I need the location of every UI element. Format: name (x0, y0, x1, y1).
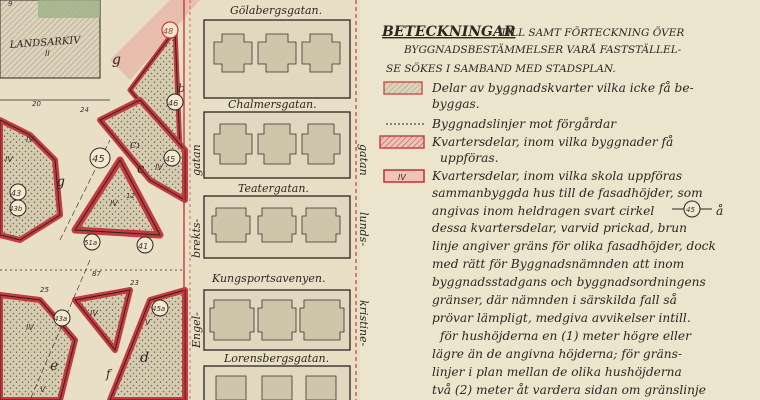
legend-item-4-line: byggnadsstadgans och byggnadsordningens (432, 275, 706, 289)
roman-numeral: V (145, 318, 151, 327)
legend-item-4-line: sammanbyggda hus till de fasadhöjder, som (432, 186, 703, 200)
elevation-number: 24 (80, 106, 89, 114)
green-strip-top (38, 0, 100, 18)
legend-item-4-line: prövar lämpligt, medgiva avvikelser intill. (432, 311, 691, 325)
legend-title: BETECKNINGAR (382, 24, 516, 40)
legend-item-4-line: för hushöjderna en (1) meter högre eller (440, 329, 691, 343)
legend-title-rest: TILL SAMT FÖRTECKNING ÖVER (500, 27, 685, 39)
circle-label: 43b (9, 205, 23, 213)
legend-item-3-line-1: Kvartersdelar, inom vilka byggnader få (432, 135, 674, 149)
legend-symbol-iv-label: IV (398, 173, 406, 182)
street-label-brekts: brekts- (190, 218, 203, 258)
circle-label: 45 (92, 154, 105, 165)
legend-symbol-hatched (384, 82, 422, 94)
block-letter: b (178, 82, 186, 95)
legend-title-line2: BYGGNADSBESTÄMMELSER VARÅ FASTSTÄLLEL- (404, 44, 682, 56)
street-label-lunds: lunds- (357, 212, 370, 247)
circle-label: 45a (152, 305, 166, 313)
legend-item-1-line-1: Delar av byggnadskvarter vilka icke få be- (432, 81, 694, 95)
roman-numeral: IV (26, 323, 34, 332)
legend-item-4-line: gränser, där nämnden i särskilda fall så (432, 293, 677, 307)
legend-symbol-red-box (380, 136, 424, 148)
block-letter: c (137, 162, 145, 177)
elevation-number: 20 (32, 100, 41, 108)
legend-item-4-line: angivas inom heldragen svart cirkel (432, 204, 655, 218)
legend-circle-suffix: å (716, 204, 724, 218)
street-label-chalmersgatan: Chalmersgatan. (228, 98, 317, 111)
legend-item-4-line: Kvartersdelar, inom vilka skola uppföras (432, 169, 683, 183)
legend-item-4-line: lägre än de angivna höjderna; för gräns- (432, 347, 683, 361)
roman-numeral: IV (90, 309, 98, 318)
elevation-number: 23 (130, 279, 139, 287)
circle-label: 45 (165, 155, 176, 164)
block-letter: e (50, 358, 59, 374)
legend-item-4-line: linje angiver gräns för olika fasadhöjder, dock (432, 239, 716, 253)
landsarkiv-label: LANDSARKIV (9, 35, 81, 51)
circle-label: 51a (84, 239, 98, 247)
legend-title-line3: SE SÖKES I SAMBAND MED STADSPLAN. (386, 63, 616, 75)
legend-item-4-line: med rätt för Byggnadsnämnden att inom (432, 257, 685, 271)
street-label-engel: Engel- (190, 312, 203, 348)
legend-item-3-line-2: uppföras. (440, 151, 499, 165)
circle-label: 41 (138, 242, 149, 251)
street-label-kristine: kristine- (357, 300, 370, 347)
elevation-number: 9 (8, 0, 13, 8)
legend-item-1-line-2: byggas. (432, 97, 480, 111)
street-label-teatergatan: Teatergatan. (238, 182, 309, 195)
street-label-golbergsgatan: Gölabergsgatan. (230, 4, 323, 17)
street-label-gatan-left: gatan (190, 144, 203, 176)
block-letter: c₁ (130, 138, 141, 151)
roman-numeral: II (45, 49, 50, 58)
roman-numeral: IV (26, 135, 34, 144)
legend-item-4-line: dessa kvartersdelar, varvid prickad, brun (432, 221, 687, 235)
circle-label: 43 (11, 189, 22, 198)
legend-circle-label: 45 (686, 206, 695, 214)
circle-label: 48 (163, 27, 174, 36)
block-letter: g (56, 174, 65, 190)
roman-numeral: V (40, 385, 46, 394)
middle-column-blocks (204, 20, 350, 400)
legend-item-2-line-1: Byggnadslinjer mot förgårdar (432, 117, 617, 131)
circle-label: 46 (168, 99, 179, 108)
street-label-gatan-right: gatan (357, 144, 370, 176)
circle-label: 43a (54, 315, 68, 323)
roman-numeral: IV (5, 155, 13, 164)
legend-item-4-line: linjer i plan mellan de olika hushöjderna (432, 365, 682, 379)
block-letter: d (140, 350, 149, 366)
street-label-kungsportsavenyen: Kungsportsavenyen. (212, 272, 326, 285)
street-label-lorensbergsgatan: Lorensbergsgatan. (224, 352, 330, 365)
legend-item-4-line: två (2) meter åt vardera sidan om gränslinje (432, 383, 706, 397)
elevation-number: 12 (126, 192, 135, 200)
roman-numeral: IV (155, 163, 163, 172)
elevation-number: 87 (92, 270, 101, 278)
block-letter: f (106, 367, 111, 381)
roman-numeral: IV (110, 199, 118, 208)
block-letter: g (112, 52, 121, 68)
elevation-number: 25 (40, 286, 49, 294)
